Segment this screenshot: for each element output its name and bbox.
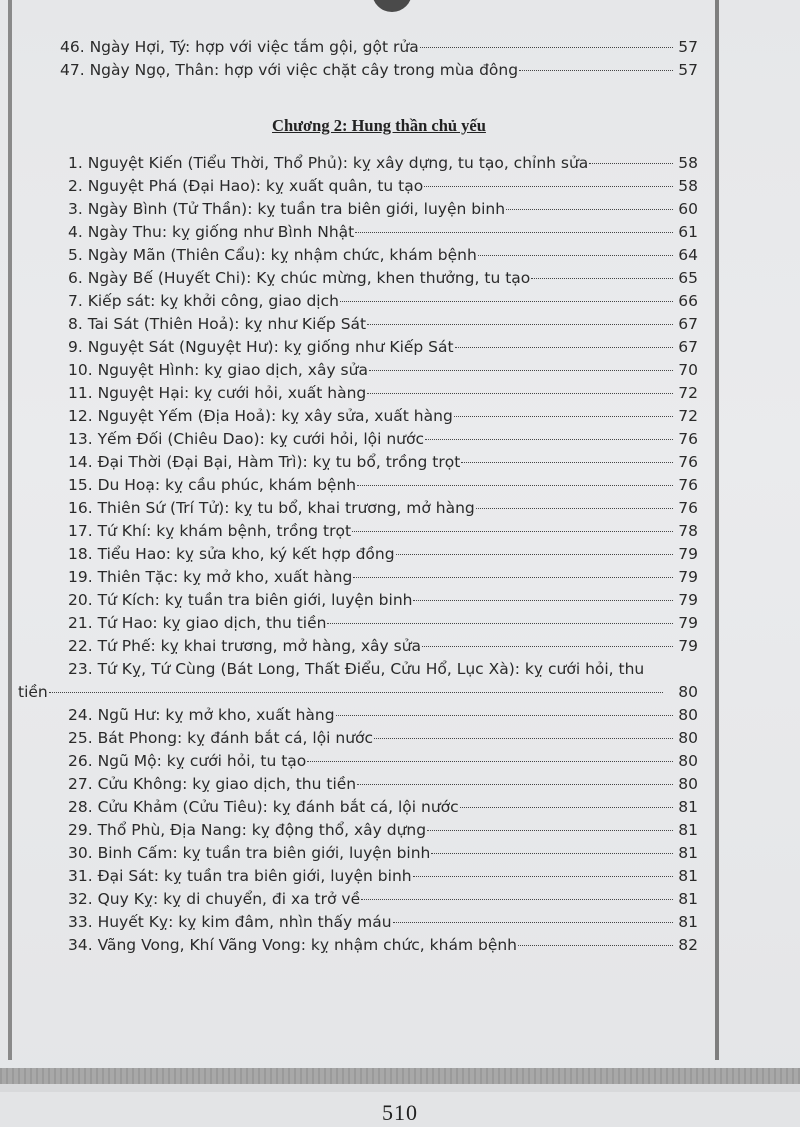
toc-entry	[30, 566, 698, 589]
toc-entry-page: 58	[678, 154, 698, 172]
dot-leader	[420, 47, 673, 48]
left-frame-border	[8, 0, 12, 1060]
toc-entry	[30, 382, 698, 405]
toc-entry-page: 80	[678, 752, 698, 770]
toc-entry	[30, 244, 698, 267]
toc-entry-page: 80	[678, 706, 698, 724]
toc-entry	[30, 359, 698, 382]
top-ornament	[372, 0, 412, 12]
toc-entry-label: 9. Nguyệt Sát (Nguyệt Hư): kỵ giống như Kiếp Sát	[68, 338, 454, 356]
toc-entry-page: 82	[678, 936, 698, 954]
toc-entry	[30, 543, 698, 566]
dot-leader	[424, 186, 673, 187]
toc-entry-page: 79	[678, 614, 698, 632]
toc-entry-page: 76	[678, 476, 698, 494]
toc-entry-label: 17. Tứ Khí: kỵ khám bệnh, trồng trọt	[68, 522, 352, 540]
dot-leader	[393, 922, 673, 923]
toc-entry-page: 57	[678, 38, 698, 56]
toc-entry-page: 72	[678, 407, 698, 425]
dot-leader	[396, 554, 673, 555]
dot-leader	[518, 945, 673, 946]
toc-entry-label: 7. Kiếp sát: kỵ khởi công, giao dịch	[68, 292, 339, 310]
toc-entry	[30, 796, 698, 819]
toc-entry-page: 80	[678, 729, 698, 747]
toc-entry	[30, 175, 698, 198]
toc-entry	[30, 428, 698, 451]
dot-leader	[589, 163, 673, 164]
toc-entry	[30, 819, 698, 842]
toc-entry-label: 32. Quy Kỵ: kỵ di chuyển, đi xa trở về	[68, 890, 361, 908]
toc-entry-page: 81	[678, 867, 698, 885]
toc-entry-label: 6. Ngày Bế (Huyết Chi): Kỵ chúc mừng, khen thưởng, tu tạo	[68, 269, 531, 287]
toc-entry-page: 81	[678, 798, 698, 816]
toc-entry	[30, 221, 698, 244]
previous-chapter-entries	[30, 36, 698, 82]
toc-entry	[30, 773, 698, 796]
table-of-contents	[18, 36, 698, 957]
toc-entry-page: 79	[678, 591, 698, 609]
toc-entry-label: 21. Tứ Hao: kỵ giao dịch, thu tiền	[68, 614, 327, 632]
toc-entry-label: 3. Ngày Bình (Tử Thần): kỵ tuần tra biên giới, luyện binh	[68, 200, 506, 218]
toc-entry	[30, 59, 698, 82]
toc-entry	[30, 911, 698, 934]
toc-entry	[30, 198, 698, 221]
toc-entry-label: 18. Tiểu Hao: kỵ sửa kho, ký kết hợp đồng	[68, 545, 395, 563]
toc-entry-page: 67	[678, 315, 698, 333]
toc-entry-label: 26. Ngũ Mộ: kỵ cưới hỏi, tu tạo	[68, 752, 307, 770]
toc-entry	[30, 451, 698, 474]
toc-entry	[30, 888, 698, 911]
dot-leader	[427, 830, 673, 831]
dot-leader	[353, 577, 673, 578]
toc-entry	[30, 842, 698, 865]
chapter-entries	[30, 152, 698, 658]
toc-entry-label: 22. Tứ Phế: kỵ khai trương, mở hàng, xây sửa	[68, 637, 422, 655]
dot-leader	[340, 301, 673, 302]
toc-entry-label: 5. Ngày Mãn (Thiên Cẩu): kỵ nhậm chức, khám bệnh	[68, 246, 477, 264]
toc-entry-label: 46. Ngày Hợi, Tý: hợp với việc tắm gội, gột rửa	[60, 38, 419, 56]
dot-leader	[413, 600, 673, 601]
toc-entry-label: 1. Nguyệt Kiến (Tiểu Thời, Thổ Phủ): kỵ xây dựng, tu tạo, chỉnh sửa	[68, 154, 589, 172]
toc-entry-label: 25. Bát Phong: kỵ đánh bắt cá, lội nước	[68, 729, 374, 747]
toc-entry-page: 58	[678, 177, 698, 195]
dot-leader	[531, 278, 673, 279]
toc-entry-page: 72	[678, 384, 698, 402]
toc-entry-page: 81	[678, 821, 698, 839]
dot-leader	[476, 508, 673, 509]
dot-leader	[336, 715, 673, 716]
toc-entry-page: 76	[678, 430, 698, 448]
toc-entry	[30, 635, 698, 658]
toc-entry-page: 80	[678, 775, 698, 793]
chapter-title: Chương 2: Hung thần chủ yếu	[272, 116, 486, 135]
dot-leader	[425, 439, 673, 440]
dot-leader	[478, 255, 673, 256]
toc-entry-page: 66	[678, 292, 698, 310]
toc-entry	[30, 152, 698, 175]
toc-entry	[30, 589, 698, 612]
bottom-band-shadow	[0, 1084, 800, 1092]
dot-leader	[357, 485, 673, 486]
toc-entry-page: 70	[678, 361, 698, 379]
page-number: 510	[382, 1100, 418, 1125]
toc-entry	[30, 290, 698, 313]
toc-entry-page: 79	[678, 568, 698, 586]
toc-entry-page: 81	[678, 844, 698, 862]
toc-entry	[30, 612, 698, 635]
toc-entry-label: 47. Ngày Ngọ, Thân: hợp với việc chặt cây trong mùa đông	[60, 61, 519, 79]
toc-entry-label: 8. Tai Sát (Thiên Hoả): kỵ như Kiếp Sát	[68, 315, 367, 333]
toc-entry-label: 20. Tứ Kích: kỵ tuần tra biên giới, luyện binh	[68, 591, 413, 609]
toc-entry-label: 15. Du Hoạ: kỵ cầu phúc, khám bệnh	[68, 476, 357, 494]
toc-entry-label: 4. Ngày Thu: kỵ giống như Bình Nhật	[68, 223, 355, 241]
toc-entry-page: 79	[678, 545, 698, 563]
toc-entry	[30, 474, 698, 497]
dot-leader	[367, 393, 673, 394]
toc-entry	[30, 865, 698, 888]
toc-entry	[30, 497, 698, 520]
toc-entry	[30, 750, 698, 773]
toc-entry-wrapped-line1: 23. Tứ Kỵ, Tứ Cùng (Bát Long, Thất Điểu, Cửu Hổ, Lục Xà): kỵ cưới hỏi, thu	[68, 660, 645, 678]
toc-entry	[30, 520, 698, 543]
toc-entry-label: tiền	[18, 683, 48, 701]
toc-entry	[30, 704, 698, 727]
toc-entry-label: 31. Đại Sát: kỵ tuần tra biên giới, luyện binh	[68, 867, 412, 885]
dot-leader	[519, 70, 673, 71]
toc-entry-label: 12. Nguyệt Yếm (Địa Hoả): kỵ xây sửa, xuất hàng	[68, 407, 453, 425]
toc-entry-page: 67	[678, 338, 698, 356]
toc-entry-page: 76	[678, 499, 698, 517]
toc-entry-label: 13. Yếm Đối (Chiêu Dao): kỵ cưới hỏi, lội nước	[68, 430, 425, 448]
toc-entry-page: 64	[678, 246, 698, 264]
toc-entry-label: 10. Nguyệt Hình: kỵ giao dịch, xây sửa	[68, 361, 368, 379]
dot-leader	[352, 531, 673, 532]
toc-entry-label: 14. Đại Thời (Đại Bại, Hàm Trì): kỵ tu bổ, trồng trọt	[68, 453, 461, 471]
toc-entry-page: 57	[678, 61, 698, 79]
dot-leader	[413, 876, 673, 877]
toc-entry-page: 76	[678, 453, 698, 471]
toc-entry	[30, 336, 698, 359]
toc-entry-page: 81	[678, 890, 698, 908]
toc-entry-label: 29. Thổ Phù, Địa Nang: kỵ động thổ, xây dựng	[68, 821, 427, 839]
toc-entry-label: 19. Thiên Tặc: kỵ mở kho, xuất hàng	[68, 568, 353, 586]
dot-leader	[455, 347, 673, 348]
toc-entry	[30, 313, 698, 336]
dot-leader	[422, 646, 673, 647]
dot-leader	[506, 209, 673, 210]
toc-entry-label: 11. Nguyệt Hại: kỵ cưới hỏi, xuất hàng	[68, 384, 367, 402]
toc-entry-page: 61	[678, 223, 698, 241]
toc-entry	[30, 727, 698, 750]
chapter-entries-continued	[30, 704, 698, 957]
dot-leader	[357, 784, 673, 785]
toc-entry-page: 65	[678, 269, 698, 287]
dot-leader	[307, 761, 673, 762]
dot-leader	[361, 899, 673, 900]
right-frame-border	[715, 0, 719, 1060]
dot-leader	[367, 324, 673, 325]
toc-entry	[30, 934, 698, 957]
toc-entry-label: 33. Huyết Kỵ: kỵ kim đâm, nhìn thấy máu	[68, 913, 392, 931]
dot-leader	[374, 738, 673, 739]
toc-entry	[30, 405, 698, 428]
dot-leader	[327, 623, 673, 624]
toc-entry-page: 60	[678, 200, 698, 218]
dot-leader	[460, 807, 673, 808]
toc-entry	[30, 36, 698, 59]
toc-entry-label: 24. Ngũ Hư: kỵ mở kho, xuất hàng	[68, 706, 335, 724]
toc-entry-page: 80	[678, 683, 698, 701]
toc-entry-label: 16. Thiên Sứ (Trí Tử): kỵ tu bổ, khai trương, mở hàng	[68, 499, 475, 517]
toc-entry-page: 79	[678, 637, 698, 655]
toc-entry-page: 81	[678, 913, 698, 931]
toc-entry-page: 78	[678, 522, 698, 540]
toc-entry-label: 28. Cửu Khảm (Cửu Tiêu): kỵ đánh bắt cá, lội nước	[68, 798, 459, 816]
toc-entry-label: 2. Nguyệt Phá (Đại Hao): kỵ xuất quân, tu tạo	[68, 177, 424, 195]
bottom-decorative-band	[0, 1068, 800, 1084]
dot-leader	[454, 416, 673, 417]
dot-leader	[369, 370, 673, 371]
toc-entry-label: 30. Binh Cấm: kỵ tuần tra biên giới, luyện binh	[68, 844, 431, 862]
toc-entry-wrapped-line2	[18, 681, 698, 704]
toc-entry-label: 27. Cửu Không: kỵ giao dịch, thu tiền	[68, 775, 357, 793]
dot-leader	[49, 692, 663, 693]
toc-entry	[30, 267, 698, 290]
dot-leader	[431, 853, 673, 854]
dot-leader	[461, 462, 673, 463]
toc-entry-label: 34. Vãng Vong, Khí Vãng Vong: kỵ nhậm chức, khám bệnh	[68, 936, 518, 954]
dot-leader	[355, 232, 673, 233]
